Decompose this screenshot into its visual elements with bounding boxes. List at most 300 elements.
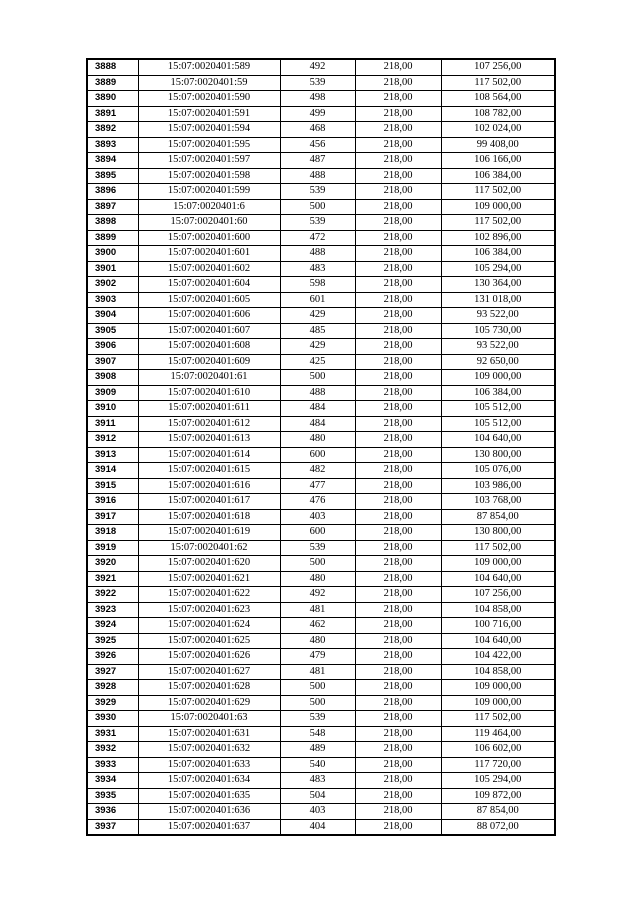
table-row bbox=[87, 215, 555, 231]
table-row bbox=[87, 153, 555, 169]
table-row bbox=[87, 742, 555, 758]
table-row bbox=[87, 556, 555, 572]
amount-value-cell: 104 422,00 bbox=[441, 649, 555, 665]
area-value-cell: 500 bbox=[280, 556, 355, 572]
cadastral-number-cell: 15:07:0020401:627 bbox=[138, 664, 280, 680]
rate-value-cell: 218,00 bbox=[355, 199, 441, 215]
table-row bbox=[87, 230, 555, 246]
table-row bbox=[87, 649, 555, 665]
cadastral-number-cell: 15:07:0020401:595 bbox=[138, 137, 280, 153]
area-value-cell: 456 bbox=[280, 137, 355, 153]
row-number-cell: 3907 bbox=[87, 354, 138, 370]
rate-value-cell: 218,00 bbox=[355, 742, 441, 758]
table-row bbox=[87, 401, 555, 417]
table-row bbox=[87, 59, 555, 75]
rate-value-cell: 218,00 bbox=[355, 106, 441, 122]
row-number-cell: 3910 bbox=[87, 401, 138, 417]
row-number-cell: 3937 bbox=[87, 819, 138, 835]
rate-value-cell: 218,00 bbox=[355, 261, 441, 277]
amount-value-cell: 108 564,00 bbox=[441, 91, 555, 107]
table-row bbox=[87, 494, 555, 510]
row-number-cell: 3931 bbox=[87, 726, 138, 742]
cadastral-number-cell: 15:07:0020401:611 bbox=[138, 401, 280, 417]
rate-value-cell: 218,00 bbox=[355, 323, 441, 339]
row-number-cell: 3893 bbox=[87, 137, 138, 153]
cadastral-number-cell: 15:07:0020401:629 bbox=[138, 695, 280, 711]
cadastral-number-cell: 15:07:0020401:617 bbox=[138, 494, 280, 510]
row-number-cell: 3896 bbox=[87, 184, 138, 200]
row-number-cell: 3932 bbox=[87, 742, 138, 758]
row-number-cell: 3933 bbox=[87, 757, 138, 773]
cadastral-number-cell: 15:07:0020401:619 bbox=[138, 525, 280, 541]
rate-value-cell: 218,00 bbox=[355, 509, 441, 525]
rate-value-cell: 218,00 bbox=[355, 432, 441, 448]
amount-value-cell: 105 512,00 bbox=[441, 416, 555, 432]
cadastral-number-cell: 15:07:0020401:610 bbox=[138, 385, 280, 401]
table-row bbox=[87, 91, 555, 107]
row-number-cell: 3888 bbox=[87, 59, 138, 75]
rate-value-cell: 218,00 bbox=[355, 726, 441, 742]
row-number-cell: 3900 bbox=[87, 246, 138, 262]
row-number-cell: 3927 bbox=[87, 664, 138, 680]
table-row bbox=[87, 385, 555, 401]
area-value-cell: 504 bbox=[280, 788, 355, 804]
area-value-cell: 404 bbox=[280, 819, 355, 835]
area-value-cell: 462 bbox=[280, 618, 355, 634]
cadastral-number-cell: 15:07:0020401:613 bbox=[138, 432, 280, 448]
row-number-cell: 3916 bbox=[87, 494, 138, 510]
table-row bbox=[87, 184, 555, 200]
row-number-cell: 3905 bbox=[87, 323, 138, 339]
amount-value-cell: 106 166,00 bbox=[441, 153, 555, 169]
table-row bbox=[87, 137, 555, 153]
rate-value-cell: 218,00 bbox=[355, 463, 441, 479]
area-value-cell: 485 bbox=[280, 323, 355, 339]
cadastral-number-cell: 15:07:0020401:6 bbox=[138, 199, 280, 215]
table-row bbox=[87, 540, 555, 556]
row-number-cell: 3904 bbox=[87, 308, 138, 324]
row-number-cell: 3936 bbox=[87, 804, 138, 820]
amount-value-cell: 104 640,00 bbox=[441, 432, 555, 448]
area-value-cell: 600 bbox=[280, 447, 355, 463]
area-value-cell: 500 bbox=[280, 370, 355, 386]
rate-value-cell: 218,00 bbox=[355, 494, 441, 510]
amount-value-cell: 106 384,00 bbox=[441, 168, 555, 184]
table-row bbox=[87, 525, 555, 541]
cadastral-number-cell: 15:07:0020401:59 bbox=[138, 75, 280, 91]
area-value-cell: 487 bbox=[280, 153, 355, 169]
amount-value-cell: 102 896,00 bbox=[441, 230, 555, 246]
table-row bbox=[87, 339, 555, 355]
row-number-cell: 3930 bbox=[87, 711, 138, 727]
amount-value-cell: 109 000,00 bbox=[441, 680, 555, 696]
row-number-cell: 3890 bbox=[87, 91, 138, 107]
amount-value-cell: 93 522,00 bbox=[441, 339, 555, 355]
row-number-cell: 3911 bbox=[87, 416, 138, 432]
amount-value-cell: 109 872,00 bbox=[441, 788, 555, 804]
table-row bbox=[87, 695, 555, 711]
rate-value-cell: 218,00 bbox=[355, 168, 441, 184]
rate-value-cell: 218,00 bbox=[355, 401, 441, 417]
amount-value-cell: 103 768,00 bbox=[441, 494, 555, 510]
amount-value-cell: 107 256,00 bbox=[441, 59, 555, 75]
amount-value-cell: 104 640,00 bbox=[441, 633, 555, 649]
amount-value-cell: 130 364,00 bbox=[441, 277, 555, 293]
row-number-cell: 3915 bbox=[87, 478, 138, 494]
row-number-cell: 3906 bbox=[87, 339, 138, 355]
row-number-cell: 3902 bbox=[87, 277, 138, 293]
row-number-cell: 3897 bbox=[87, 199, 138, 215]
rate-value-cell: 218,00 bbox=[355, 680, 441, 696]
area-value-cell: 472 bbox=[280, 230, 355, 246]
amount-value-cell: 117 502,00 bbox=[441, 540, 555, 556]
cadastral-number-cell: 15:07:0020401:597 bbox=[138, 153, 280, 169]
row-number-cell: 3926 bbox=[87, 649, 138, 665]
row-number-cell: 3925 bbox=[87, 633, 138, 649]
row-number-cell: 3908 bbox=[87, 370, 138, 386]
cadastral-number-cell: 15:07:0020401:634 bbox=[138, 773, 280, 789]
amount-value-cell: 108 782,00 bbox=[441, 106, 555, 122]
table-row bbox=[87, 773, 555, 789]
row-number-cell: 3922 bbox=[87, 587, 138, 603]
table-row bbox=[87, 75, 555, 91]
amount-value-cell: 102 024,00 bbox=[441, 122, 555, 138]
cadastral-number-cell: 15:07:0020401:590 bbox=[138, 91, 280, 107]
area-value-cell: 480 bbox=[280, 432, 355, 448]
row-number-cell: 3929 bbox=[87, 695, 138, 711]
rate-value-cell: 218,00 bbox=[355, 773, 441, 789]
rate-value-cell: 218,00 bbox=[355, 571, 441, 587]
area-value-cell: 492 bbox=[280, 59, 355, 75]
area-value-cell: 500 bbox=[280, 695, 355, 711]
row-number-cell: 3898 bbox=[87, 215, 138, 231]
rate-value-cell: 218,00 bbox=[355, 75, 441, 91]
area-value-cell: 483 bbox=[280, 261, 355, 277]
table-row bbox=[87, 757, 555, 773]
table-row bbox=[87, 680, 555, 696]
table-row bbox=[87, 323, 555, 339]
area-value-cell: 484 bbox=[280, 416, 355, 432]
row-number-cell: 3901 bbox=[87, 261, 138, 277]
area-value-cell: 539 bbox=[280, 75, 355, 91]
rate-value-cell: 218,00 bbox=[355, 556, 441, 572]
area-value-cell: 492 bbox=[280, 587, 355, 603]
area-value-cell: 480 bbox=[280, 571, 355, 587]
area-value-cell: 429 bbox=[280, 339, 355, 355]
cadastral-number-cell: 15:07:0020401:631 bbox=[138, 726, 280, 742]
cadastral-number-cell: 15:07:0020401:62 bbox=[138, 540, 280, 556]
cadastral-number-cell: 15:07:0020401:606 bbox=[138, 308, 280, 324]
area-value-cell: 539 bbox=[280, 184, 355, 200]
row-number-cell: 3892 bbox=[87, 122, 138, 138]
amount-value-cell: 92 650,00 bbox=[441, 354, 555, 370]
amount-value-cell: 100 716,00 bbox=[441, 618, 555, 634]
table-row bbox=[87, 432, 555, 448]
amount-value-cell: 99 408,00 bbox=[441, 137, 555, 153]
table-row bbox=[87, 246, 555, 262]
row-number-cell: 3913 bbox=[87, 447, 138, 463]
rate-value-cell: 218,00 bbox=[355, 416, 441, 432]
cadastral-number-cell: 15:07:0020401:63 bbox=[138, 711, 280, 727]
row-number-cell: 3891 bbox=[87, 106, 138, 122]
area-value-cell: 481 bbox=[280, 602, 355, 618]
rate-value-cell: 218,00 bbox=[355, 633, 441, 649]
rate-value-cell: 218,00 bbox=[355, 230, 441, 246]
area-value-cell: 498 bbox=[280, 91, 355, 107]
table-row bbox=[87, 509, 555, 525]
table-row bbox=[87, 261, 555, 277]
cadastral-number-cell: 15:07:0020401:635 bbox=[138, 788, 280, 804]
row-number-cell: 3903 bbox=[87, 292, 138, 308]
table-row bbox=[87, 292, 555, 308]
row-number-cell: 3935 bbox=[87, 788, 138, 804]
area-value-cell: 476 bbox=[280, 494, 355, 510]
cadastral-number-cell: 15:07:0020401:633 bbox=[138, 757, 280, 773]
amount-value-cell: 104 858,00 bbox=[441, 602, 555, 618]
row-number-cell: 3928 bbox=[87, 680, 138, 696]
amount-value-cell: 117 502,00 bbox=[441, 75, 555, 91]
amount-value-cell: 109 000,00 bbox=[441, 695, 555, 711]
row-number-cell: 3899 bbox=[87, 230, 138, 246]
area-value-cell: 548 bbox=[280, 726, 355, 742]
rate-value-cell: 218,00 bbox=[355, 122, 441, 138]
amount-value-cell: 130 800,00 bbox=[441, 447, 555, 463]
rate-value-cell: 218,00 bbox=[355, 788, 441, 804]
area-value-cell: 601 bbox=[280, 292, 355, 308]
table-row bbox=[87, 571, 555, 587]
table-row bbox=[87, 587, 555, 603]
cadastral-number-cell: 15:07:0020401:61 bbox=[138, 370, 280, 386]
rate-value-cell: 218,00 bbox=[355, 587, 441, 603]
cadastral-number-cell: 15:07:0020401:607 bbox=[138, 323, 280, 339]
rate-value-cell: 218,00 bbox=[355, 308, 441, 324]
row-number-cell: 3918 bbox=[87, 525, 138, 541]
row-number-cell: 3889 bbox=[87, 75, 138, 91]
area-value-cell: 598 bbox=[280, 277, 355, 293]
cadastral-number-cell: 15:07:0020401:598 bbox=[138, 168, 280, 184]
rate-value-cell: 218,00 bbox=[355, 354, 441, 370]
amount-value-cell: 109 000,00 bbox=[441, 556, 555, 572]
cadastral-number-cell: 15:07:0020401:594 bbox=[138, 122, 280, 138]
table-row bbox=[87, 788, 555, 804]
table-body bbox=[87, 59, 555, 835]
amount-value-cell: 119 464,00 bbox=[441, 726, 555, 742]
cadastral-number-cell: 15:07:0020401:625 bbox=[138, 633, 280, 649]
area-value-cell: 483 bbox=[280, 773, 355, 789]
cadastral-number-cell: 15:07:0020401:604 bbox=[138, 277, 280, 293]
area-value-cell: 477 bbox=[280, 478, 355, 494]
table-row bbox=[87, 804, 555, 820]
area-value-cell: 488 bbox=[280, 246, 355, 262]
table-row bbox=[87, 664, 555, 680]
cadastral-number-cell: 15:07:0020401:614 bbox=[138, 447, 280, 463]
table-row bbox=[87, 308, 555, 324]
amount-value-cell: 105 294,00 bbox=[441, 773, 555, 789]
amount-value-cell: 107 256,00 bbox=[441, 587, 555, 603]
table-row bbox=[87, 168, 555, 184]
table-row bbox=[87, 711, 555, 727]
rate-value-cell: 218,00 bbox=[355, 711, 441, 727]
amount-value-cell: 109 000,00 bbox=[441, 199, 555, 215]
amount-value-cell: 87 854,00 bbox=[441, 509, 555, 525]
area-value-cell: 500 bbox=[280, 199, 355, 215]
rate-value-cell: 218,00 bbox=[355, 540, 441, 556]
land-plot-table bbox=[86, 58, 556, 836]
cadastral-number-cell: 15:07:0020401:612 bbox=[138, 416, 280, 432]
area-value-cell: 484 bbox=[280, 401, 355, 417]
cadastral-number-cell: 15:07:0020401:601 bbox=[138, 246, 280, 262]
rate-value-cell: 218,00 bbox=[355, 59, 441, 75]
rate-value-cell: 218,00 bbox=[355, 339, 441, 355]
cadastral-number-cell: 15:07:0020401:636 bbox=[138, 804, 280, 820]
rate-value-cell: 218,00 bbox=[355, 153, 441, 169]
amount-value-cell: 106 602,00 bbox=[441, 742, 555, 758]
rate-value-cell: 218,00 bbox=[355, 277, 441, 293]
cadastral-number-cell: 15:07:0020401:602 bbox=[138, 261, 280, 277]
cadastral-number-cell: 15:07:0020401:632 bbox=[138, 742, 280, 758]
area-value-cell: 489 bbox=[280, 742, 355, 758]
amount-value-cell: 87 854,00 bbox=[441, 804, 555, 820]
rate-value-cell: 218,00 bbox=[355, 292, 441, 308]
cadastral-number-cell: 15:07:0020401:609 bbox=[138, 354, 280, 370]
cadastral-number-cell: 15:07:0020401:605 bbox=[138, 292, 280, 308]
table-row bbox=[87, 602, 555, 618]
area-value-cell: 499 bbox=[280, 106, 355, 122]
area-value-cell: 488 bbox=[280, 168, 355, 184]
area-value-cell: 429 bbox=[280, 308, 355, 324]
area-value-cell: 539 bbox=[280, 540, 355, 556]
amount-value-cell: 88 072,00 bbox=[441, 819, 555, 835]
row-number-cell: 3921 bbox=[87, 571, 138, 587]
table-row bbox=[87, 463, 555, 479]
table-row bbox=[87, 478, 555, 494]
amount-value-cell: 131 018,00 bbox=[441, 292, 555, 308]
rate-value-cell: 218,00 bbox=[355, 137, 441, 153]
area-value-cell: 468 bbox=[280, 122, 355, 138]
table-row bbox=[87, 122, 555, 138]
cadastral-number-cell: 15:07:0020401:621 bbox=[138, 571, 280, 587]
cadastral-number-cell: 15:07:0020401:615 bbox=[138, 463, 280, 479]
cadastral-number-cell: 15:07:0020401:599 bbox=[138, 184, 280, 200]
amount-value-cell: 109 000,00 bbox=[441, 370, 555, 386]
area-value-cell: 488 bbox=[280, 385, 355, 401]
area-value-cell: 425 bbox=[280, 354, 355, 370]
row-number-cell: 3912 bbox=[87, 432, 138, 448]
rate-value-cell: 218,00 bbox=[355, 91, 441, 107]
row-number-cell: 3917 bbox=[87, 509, 138, 525]
row-number-cell: 3894 bbox=[87, 153, 138, 169]
rate-value-cell: 218,00 bbox=[355, 246, 441, 262]
table-row bbox=[87, 370, 555, 386]
rate-value-cell: 218,00 bbox=[355, 819, 441, 835]
amount-value-cell: 103 986,00 bbox=[441, 478, 555, 494]
row-number-cell: 3934 bbox=[87, 773, 138, 789]
amount-value-cell: 117 720,00 bbox=[441, 757, 555, 773]
rate-value-cell: 218,00 bbox=[355, 447, 441, 463]
table-row bbox=[87, 633, 555, 649]
cadastral-number-cell: 15:07:0020401:618 bbox=[138, 509, 280, 525]
area-value-cell: 482 bbox=[280, 463, 355, 479]
amount-value-cell: 104 640,00 bbox=[441, 571, 555, 587]
cadastral-number-cell: 15:07:0020401:637 bbox=[138, 819, 280, 835]
table-row bbox=[87, 199, 555, 215]
rate-value-cell: 218,00 bbox=[355, 215, 441, 231]
amount-value-cell: 106 384,00 bbox=[441, 246, 555, 262]
amount-value-cell: 117 502,00 bbox=[441, 184, 555, 200]
cadastral-number-cell: 15:07:0020401:608 bbox=[138, 339, 280, 355]
amount-value-cell: 117 502,00 bbox=[441, 711, 555, 727]
row-number-cell: 3923 bbox=[87, 602, 138, 618]
amount-value-cell: 104 858,00 bbox=[441, 664, 555, 680]
cadastral-number-cell: 15:07:0020401:60 bbox=[138, 215, 280, 231]
row-number-cell: 3924 bbox=[87, 618, 138, 634]
rate-value-cell: 218,00 bbox=[355, 649, 441, 665]
rate-value-cell: 218,00 bbox=[355, 618, 441, 634]
row-number-cell: 3914 bbox=[87, 463, 138, 479]
cadastral-number-cell: 15:07:0020401:589 bbox=[138, 59, 280, 75]
amount-value-cell: 105 076,00 bbox=[441, 463, 555, 479]
row-number-cell: 3919 bbox=[87, 540, 138, 556]
area-value-cell: 540 bbox=[280, 757, 355, 773]
cadastral-number-cell: 15:07:0020401:622 bbox=[138, 587, 280, 603]
table-row bbox=[87, 819, 555, 835]
rate-value-cell: 218,00 bbox=[355, 370, 441, 386]
cadastral-number-cell: 15:07:0020401:624 bbox=[138, 618, 280, 634]
rate-value-cell: 218,00 bbox=[355, 385, 441, 401]
table-row bbox=[87, 354, 555, 370]
table-row bbox=[87, 726, 555, 742]
table-row bbox=[87, 618, 555, 634]
amount-value-cell: 105 512,00 bbox=[441, 401, 555, 417]
table-row bbox=[87, 447, 555, 463]
cadastral-number-cell: 15:07:0020401:616 bbox=[138, 478, 280, 494]
amount-value-cell: 105 294,00 bbox=[441, 261, 555, 277]
row-number-cell: 3920 bbox=[87, 556, 138, 572]
area-value-cell: 403 bbox=[280, 509, 355, 525]
area-value-cell: 500 bbox=[280, 680, 355, 696]
amount-value-cell: 93 522,00 bbox=[441, 308, 555, 324]
amount-value-cell: 105 730,00 bbox=[441, 323, 555, 339]
row-number-cell: 3895 bbox=[87, 168, 138, 184]
area-value-cell: 403 bbox=[280, 804, 355, 820]
rate-value-cell: 218,00 bbox=[355, 804, 441, 820]
area-value-cell: 600 bbox=[280, 525, 355, 541]
rate-value-cell: 218,00 bbox=[355, 695, 441, 711]
rate-value-cell: 218,00 bbox=[355, 525, 441, 541]
area-value-cell: 539 bbox=[280, 711, 355, 727]
rate-value-cell: 218,00 bbox=[355, 184, 441, 200]
amount-value-cell: 106 384,00 bbox=[441, 385, 555, 401]
cadastral-number-cell: 15:07:0020401:628 bbox=[138, 680, 280, 696]
cadastral-number-cell: 15:07:0020401:620 bbox=[138, 556, 280, 572]
rate-value-cell: 218,00 bbox=[355, 478, 441, 494]
rate-value-cell: 218,00 bbox=[355, 664, 441, 680]
amount-value-cell: 117 502,00 bbox=[441, 215, 555, 231]
area-value-cell: 480 bbox=[280, 633, 355, 649]
table-row bbox=[87, 277, 555, 293]
area-value-cell: 481 bbox=[280, 664, 355, 680]
row-number-cell: 3909 bbox=[87, 385, 138, 401]
cadastral-number-cell: 15:07:0020401:591 bbox=[138, 106, 280, 122]
table-row bbox=[87, 106, 555, 122]
area-value-cell: 539 bbox=[280, 215, 355, 231]
amount-value-cell: 130 800,00 bbox=[441, 525, 555, 541]
table-row bbox=[87, 416, 555, 432]
cadastral-number-cell: 15:07:0020401:626 bbox=[138, 649, 280, 665]
rate-value-cell: 218,00 bbox=[355, 757, 441, 773]
area-value-cell: 479 bbox=[280, 649, 355, 665]
cadastral-number-cell: 15:07:0020401:600 bbox=[138, 230, 280, 246]
